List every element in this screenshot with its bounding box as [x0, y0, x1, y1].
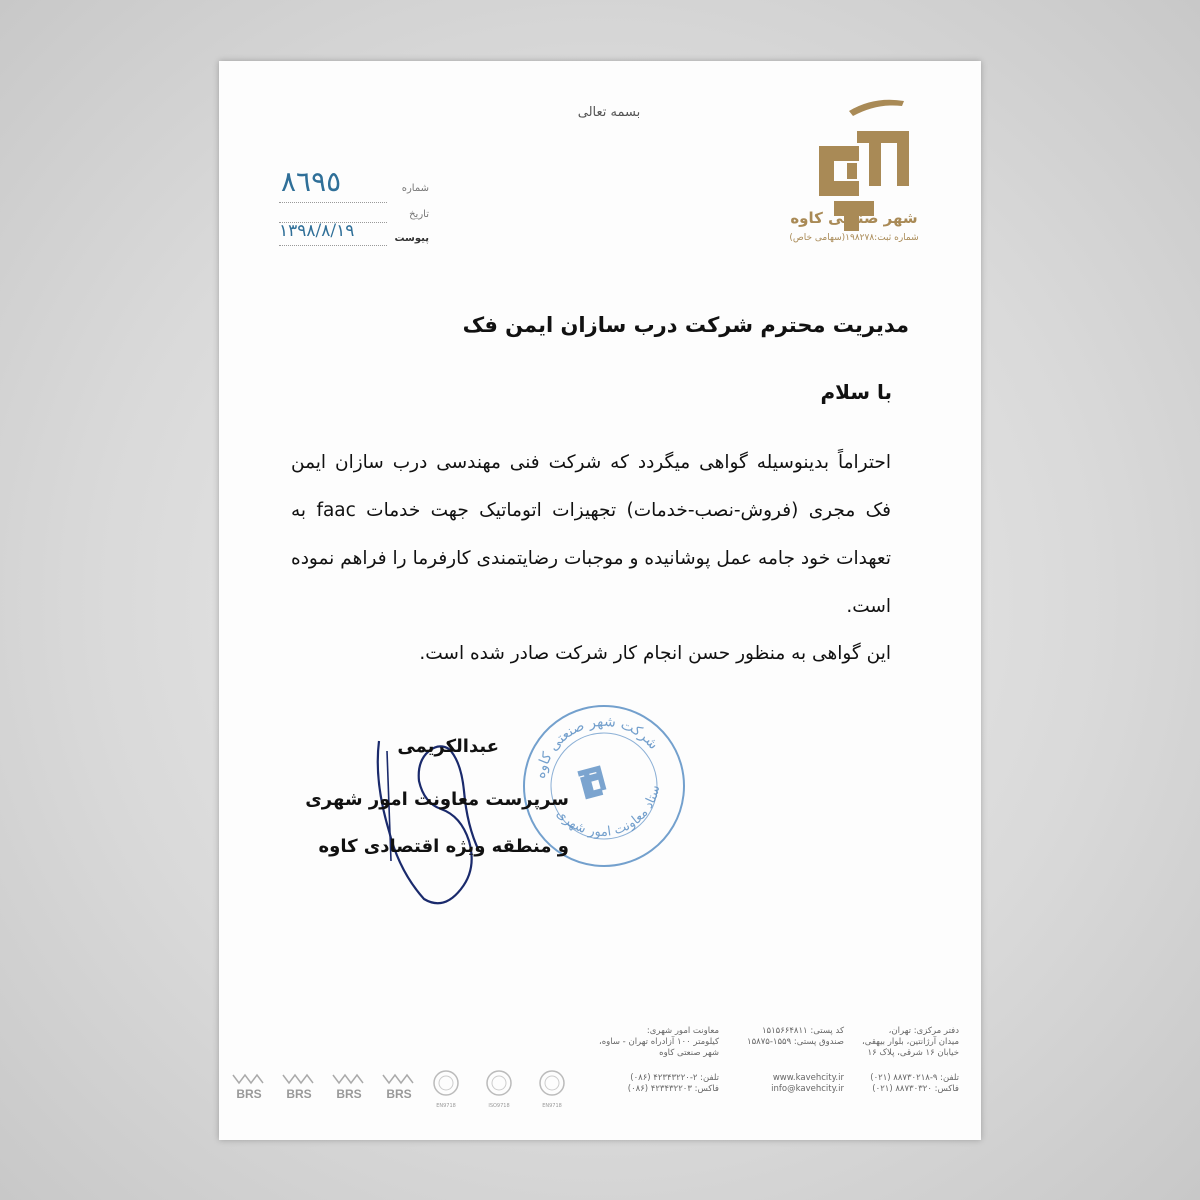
iso-seal-icon	[432, 1069, 460, 1097]
signatory-title: سرپرست معاونت امور شهری	[305, 789, 569, 810]
signatory-unit: و منطقه ویژه اقتصادی کاوه	[318, 836, 569, 857]
brs-label-4: BRS	[386, 1087, 412, 1101]
bismillah: بسمه تعالی	[577, 105, 641, 120]
footer-urban: معاونت امور شهری: کیلومتر ۱۰۰ آزادراه تهران - ساوه، شهر صنعتی کاوه تلفن: ۲-۴۲۳۴۳۲۲۰ (۰۸۶) فاکس: ۴۲۳۴۳۲۲۰۳ (۰۸۶)	[598, 1026, 719, 1094]
seal-caption-2: ISO9718	[488, 1103, 510, 1109]
brs-badge-icon	[227, 1071, 271, 1101]
iso-seal-icon	[538, 1069, 566, 1097]
letter-footer	[579, 1026, 959, 1096]
brs-label-3: BRS	[336, 1087, 362, 1101]
letter-meta	[249, 165, 429, 249]
company-name: شهر صنعتی کاوه	[790, 209, 918, 227]
svg-text:ستاد معاونت امور شهری	[551, 780, 673, 852]
company-logo-icon	[779, 91, 929, 251]
iso-seal-icon	[485, 1069, 513, 1097]
number-label: شماره	[401, 183, 429, 194]
stamp-bottom-text: ستاد معاونت امور شهری	[553, 783, 664, 840]
letter-page	[219, 61, 981, 1140]
date-value: ۱۳۹۸/۸/۱۹	[279, 221, 355, 241]
brs-badge-icon	[377, 1071, 421, 1101]
brs-badge-icon	[327, 1071, 371, 1101]
brs-badge-icon	[277, 1071, 321, 1101]
attachment-label: پیوست	[394, 233, 429, 244]
certification-badges	[227, 1069, 587, 1109]
registration-number: شماره ثبت:۱۹۸۲۷۸(سهامی خاص)	[789, 233, 919, 243]
seal-caption-3: EN9718	[542, 1103, 562, 1109]
stamp-top-text: شرکت شهر صنعتی کاوه	[532, 713, 662, 780]
salutation: با سلام	[820, 380, 892, 404]
body-paragraph-1: احتراماً بدینوسیله گواهی میگردد که شرکت فنی مهندسی درب سازان ایمن فک مجری (فروش-نصب-خدمات) تجهیزات اتوماتیک جهت خدمات faac به تعهدات خود جامه عمل پوشانیده و موجبات رضایتمندی کارفرما را فراهم نموده است.	[291, 452, 891, 617]
recipient: مدیریت محترم شرکت درب سازان ایمن فک	[462, 313, 909, 337]
brs-label-1: BRS	[236, 1087, 262, 1101]
date-label: تاریخ	[409, 209, 429, 220]
signatory-name: عبدالکریمی	[397, 736, 499, 757]
seal-caption-1: EN9718	[436, 1103, 456, 1109]
brs-label-2: BRS	[286, 1087, 312, 1101]
body-paragraph-2: این گواهی به منظور حسن انجام کار شرکت صادر شده است.	[419, 643, 891, 664]
number-value: ٨٦٩٥	[281, 165, 342, 198]
footer-hq: دفتر مرکزی: تهران، میدان آرژانتین، بلوار بیهقی، خیابان ۱۶ شرقی، پلاک ۱۶ تلفن: ۹-۸۸۷۳۰۲۱۸ (۰۲۱) فاکس: ۸۸۷۳۰۳۲۰ (۰۲۱)	[862, 1026, 959, 1094]
footer-postal: کد پستی: ۱۵۱۵۶۶۴۸۱۱ صندوق پستی: ۱۵۵۹-۱۵۸۷۵ www.kavehcity.ir info@kavehcity.ir	[747, 1026, 844, 1094]
